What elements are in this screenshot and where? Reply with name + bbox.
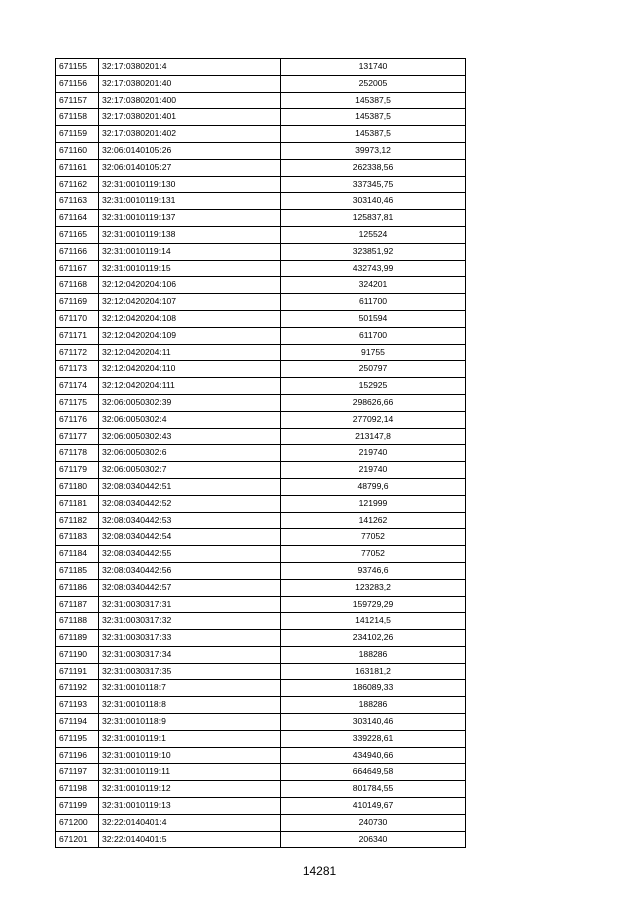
cadastral-number-cell: 32:12:0420204:106: [99, 277, 281, 294]
cadastral-value-cell: 131740: [281, 59, 466, 76]
cadastral-number-cell: 32:31:0010119:11: [99, 764, 281, 781]
cadastral-number-cell: 32:12:0420204:108: [99, 310, 281, 327]
row-id-cell: 671168: [56, 277, 99, 294]
cadastral-value-cell: 664649,58: [281, 764, 466, 781]
cadastral-number-cell: 32:31:0010119:15: [99, 260, 281, 277]
table-row: [56, 126, 466, 143]
cadastral-value-cell: 801784,55: [281, 781, 466, 798]
table-row: [56, 327, 466, 344]
table-row: [56, 764, 466, 781]
table-row: [56, 59, 466, 76]
cadastral-value-cell: 141262: [281, 512, 466, 529]
table-row: [56, 344, 466, 361]
cadastral-number-cell: 32:22:0140401:5: [99, 831, 281, 848]
cadastral-value-cell: 339228,61: [281, 730, 466, 747]
cadastral-value-cell: 125524: [281, 226, 466, 243]
row-id-cell: 671158: [56, 109, 99, 126]
cadastral-value-cell: 145387,5: [281, 92, 466, 109]
table-row: [56, 562, 466, 579]
cadastral-value-cell: 219740: [281, 462, 466, 479]
cadastral-number-cell: 32:12:0420204:111: [99, 378, 281, 395]
cadastral-value-cell: 93746,6: [281, 562, 466, 579]
table-row: [56, 747, 466, 764]
cadastral-value-cell: 250797: [281, 361, 466, 378]
row-id-cell: 671172: [56, 344, 99, 361]
cadastral-number-cell: 32:31:0010119:10: [99, 747, 281, 764]
row-id-cell: 671198: [56, 781, 99, 798]
cadastral-value-cell: 77052: [281, 546, 466, 563]
table-row: [56, 210, 466, 227]
row-id-cell: 671174: [56, 378, 99, 395]
table-body: [56, 59, 466, 848]
cadastral-value-cell: 432743,99: [281, 260, 466, 277]
cadastral-value-cell: 188286: [281, 646, 466, 663]
cadastral-value-cell: 611700: [281, 327, 466, 344]
row-id-cell: 671192: [56, 680, 99, 697]
cadastral-value-cell: 125837,81: [281, 210, 466, 227]
table-row: [56, 663, 466, 680]
table-row: [56, 159, 466, 176]
page-number: 14281: [302, 864, 337, 878]
cadastral-value-cell: 337345,75: [281, 176, 466, 193]
cadastral-number-cell: 32:31:0010119:1: [99, 730, 281, 747]
row-id-cell: 671162: [56, 176, 99, 193]
row-id-cell: 671188: [56, 613, 99, 630]
cadastral-value-cell: 324201: [281, 277, 466, 294]
cadastral-number-cell: 32:31:0010119:13: [99, 798, 281, 815]
cadastral-number-cell: 32:08:0340442:51: [99, 478, 281, 495]
table-row: [56, 226, 466, 243]
row-id-cell: 671201: [56, 831, 99, 848]
cadastral-number-cell: 32:08:0340442:55: [99, 546, 281, 563]
row-id-cell: 671171: [56, 327, 99, 344]
cadastral-number-cell: 32:06:0050302:6: [99, 445, 281, 462]
table-row: [56, 75, 466, 92]
cadastral-number-cell: 32:12:0420204:107: [99, 294, 281, 311]
cadastral-number-cell: 32:17:0380201:40: [99, 75, 281, 92]
table-row: [56, 361, 466, 378]
table-row: [56, 814, 466, 831]
cadastral-value-cell: 77052: [281, 529, 466, 546]
row-id-cell: 671167: [56, 260, 99, 277]
cadastral-number-cell: 32:31:0010119:131: [99, 193, 281, 210]
cadastral-value-cell: 501594: [281, 310, 466, 327]
cadastral-value-cell: 277092,14: [281, 411, 466, 428]
row-id-cell: 671178: [56, 445, 99, 462]
row-id-cell: 671194: [56, 714, 99, 731]
row-id-cell: 671183: [56, 529, 99, 546]
table-row: [56, 243, 466, 260]
table-row: [56, 630, 466, 647]
row-id-cell: 671170: [56, 310, 99, 327]
cadastral-number-cell: 32:17:0380201:402: [99, 126, 281, 143]
cadastral-value-table: [55, 58, 466, 848]
cadastral-number-cell: 32:08:0340442:52: [99, 495, 281, 512]
row-id-cell: 671176: [56, 411, 99, 428]
table-row: [56, 394, 466, 411]
cadastral-value-cell: 234102,26: [281, 630, 466, 647]
table-row: [56, 277, 466, 294]
cadastral-number-cell: 32:06:0050302:43: [99, 428, 281, 445]
table-row: [56, 445, 466, 462]
row-id-cell: 671157: [56, 92, 99, 109]
row-id-cell: 671186: [56, 579, 99, 596]
cadastral-value-cell: 145387,5: [281, 126, 466, 143]
table-row: [56, 646, 466, 663]
row-id-cell: 671190: [56, 646, 99, 663]
cadastral-value-cell: 91755: [281, 344, 466, 361]
row-id-cell: 671182: [56, 512, 99, 529]
cadastral-number-cell: 32:31:0030317:35: [99, 663, 281, 680]
cadastral-number-cell: 32:17:0380201:400: [99, 92, 281, 109]
row-id-cell: 671185: [56, 562, 99, 579]
row-id-cell: 671200: [56, 814, 99, 831]
cadastral-number-cell: 32:08:0340442:56: [99, 562, 281, 579]
cadastral-number-cell: 32:31:0010119:137: [99, 210, 281, 227]
row-id-cell: 671184: [56, 546, 99, 563]
cadastral-number-cell: 32:31:0010118:9: [99, 714, 281, 731]
cadastral-number-cell: 32:06:0140105:26: [99, 142, 281, 159]
cadastral-number-cell: 32:31:0010118:7: [99, 680, 281, 697]
row-id-cell: 671166: [56, 243, 99, 260]
table-row: [56, 546, 466, 563]
row-id-cell: 671175: [56, 394, 99, 411]
row-id-cell: 671155: [56, 59, 99, 76]
cadastral-number-cell: 32:31:0030317:34: [99, 646, 281, 663]
cadastral-value-cell: 186089,33: [281, 680, 466, 697]
cadastral-number-cell: 32:31:0010119:138: [99, 226, 281, 243]
row-id-cell: 671161: [56, 159, 99, 176]
cadastral-value-cell: 323851,92: [281, 243, 466, 260]
row-id-cell: 671164: [56, 210, 99, 227]
table-row: [56, 260, 466, 277]
cadastral-value-cell: 213147,8: [281, 428, 466, 445]
table-row: [56, 462, 466, 479]
table-row: [56, 310, 466, 327]
row-id-cell: 671193: [56, 697, 99, 714]
cadastral-value-cell: 252005: [281, 75, 466, 92]
cadastral-value-cell: 123283,2: [281, 579, 466, 596]
table-row: [56, 697, 466, 714]
cadastral-value-cell: 611700: [281, 294, 466, 311]
table-row: [56, 579, 466, 596]
cadastral-value-cell: 163181,2: [281, 663, 466, 680]
cadastral-number-cell: 32:06:0050302:7: [99, 462, 281, 479]
cadastral-value-cell: 262338,56: [281, 159, 466, 176]
table-row: [56, 613, 466, 630]
cadastral-value-cell: 141214,5: [281, 613, 466, 630]
row-id-cell: 671165: [56, 226, 99, 243]
cadastral-number-cell: 32:08:0340442:54: [99, 529, 281, 546]
cadastral-number-cell: 32:06:0050302:39: [99, 394, 281, 411]
cadastral-number-cell: 32:31:0030317:33: [99, 630, 281, 647]
row-id-cell: 671191: [56, 663, 99, 680]
table-row: [56, 495, 466, 512]
row-id-cell: 671189: [56, 630, 99, 647]
cadastral-value-cell: 39973,12: [281, 142, 466, 159]
cadastral-number-cell: 32:08:0340442:53: [99, 512, 281, 529]
table-row: [56, 714, 466, 731]
table-row: [56, 378, 466, 395]
cadastral-value-cell: 303140,46: [281, 193, 466, 210]
table-row: [56, 109, 466, 126]
row-id-cell: 671179: [56, 462, 99, 479]
cadastral-value-cell: 219740: [281, 445, 466, 462]
cadastral-number-cell: 32:17:0380201:4: [99, 59, 281, 76]
table-row: [56, 831, 466, 848]
row-id-cell: 671160: [56, 142, 99, 159]
row-id-cell: 671169: [56, 294, 99, 311]
cadastral-number-cell: 32:17:0380201:401: [99, 109, 281, 126]
cadastral-number-cell: 32:31:0010119:130: [99, 176, 281, 193]
cadastral-value-cell: 240730: [281, 814, 466, 831]
row-id-cell: 671177: [56, 428, 99, 445]
table-row: [56, 411, 466, 428]
table-row: [56, 529, 466, 546]
cadastral-number-cell: 32:08:0340442:57: [99, 579, 281, 596]
cadastral-number-cell: 32:22:0140401:4: [99, 814, 281, 831]
row-id-cell: 671180: [56, 478, 99, 495]
table-row: [56, 176, 466, 193]
cadastral-number-cell: 32:06:0140105:27: [99, 159, 281, 176]
cadastral-value-cell: 434940,66: [281, 747, 466, 764]
table-row: [56, 92, 466, 109]
cadastral-number-cell: 32:31:0010119:12: [99, 781, 281, 798]
cadastral-value-cell: 206340: [281, 831, 466, 848]
table-row: [56, 294, 466, 311]
row-id-cell: 671159: [56, 126, 99, 143]
row-id-cell: 671187: [56, 596, 99, 613]
cadastral-value-cell: 410149,67: [281, 798, 466, 815]
cadastral-number-cell: 32:31:0030317:31: [99, 596, 281, 613]
table-row: [56, 596, 466, 613]
cadastral-number-cell: 32:12:0420204:109: [99, 327, 281, 344]
row-id-cell: 671197: [56, 764, 99, 781]
table-row: [56, 428, 466, 445]
table-row: [56, 142, 466, 159]
cadastral-value-cell: 48799,6: [281, 478, 466, 495]
row-id-cell: 671181: [56, 495, 99, 512]
table-row: [56, 193, 466, 210]
cadastral-value-cell: 303140,46: [281, 714, 466, 731]
cadastral-number-cell: 32:12:0420204:110: [99, 361, 281, 378]
cadastral-value-cell: 145387,5: [281, 109, 466, 126]
cadastral-number-cell: 32:12:0420204:11: [99, 344, 281, 361]
row-id-cell: 671156: [56, 75, 99, 92]
cadastral-value-cell: 121999: [281, 495, 466, 512]
cadastral-value-cell: 159729,29: [281, 596, 466, 613]
cadastral-value-cell: 298626,66: [281, 394, 466, 411]
row-id-cell: 671199: [56, 798, 99, 815]
cadastral-value-cell: 188286: [281, 697, 466, 714]
cadastral-value-cell: 152925: [281, 378, 466, 395]
cadastral-number-cell: 32:31:0010118:8: [99, 697, 281, 714]
table-row: [56, 781, 466, 798]
table-row: [56, 512, 466, 529]
table-row: [56, 478, 466, 495]
table-row: [56, 798, 466, 815]
table-row: [56, 730, 466, 747]
row-id-cell: 671173: [56, 361, 99, 378]
row-id-cell: 671196: [56, 747, 99, 764]
row-id-cell: 671195: [56, 730, 99, 747]
cadastral-number-cell: 32:31:0030317:32: [99, 613, 281, 630]
cadastral-number-cell: 32:31:0010119:14: [99, 243, 281, 260]
table-row: [56, 680, 466, 697]
cadastral-number-cell: 32:06:0050302:4: [99, 411, 281, 428]
row-id-cell: 671163: [56, 193, 99, 210]
